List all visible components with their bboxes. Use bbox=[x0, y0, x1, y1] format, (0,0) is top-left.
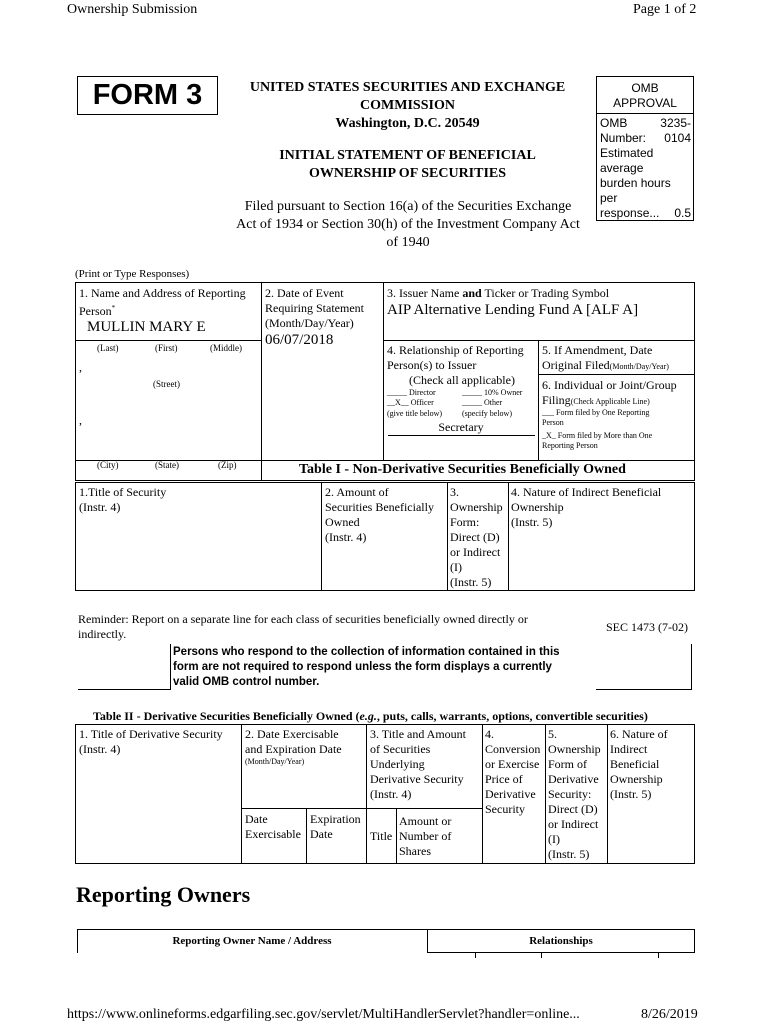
omb-number-value-2: 0104 bbox=[664, 131, 691, 145]
omb-burden-4: per bbox=[600, 191, 618, 205]
reporting-owners-heading: Reporting Owners bbox=[76, 882, 251, 907]
table2-col4-line-3: or Exercise bbox=[485, 757, 540, 771]
box1-label-1: 1. Name and Address of Reporting bbox=[79, 286, 246, 300]
reporting-person-name: MULLIN MARY E bbox=[87, 319, 206, 335]
table2-col1-line-1: 1. Title of Derivative Security bbox=[79, 727, 223, 741]
omb-number-value-1: 3235- bbox=[660, 116, 691, 130]
table1-col3-line-3: Form: bbox=[450, 515, 480, 529]
table2-col6-line-2: Indirect bbox=[610, 742, 648, 756]
table1-col1-line-1: 1.Title of Security bbox=[79, 485, 167, 499]
persons-note bbox=[173, 645, 560, 690]
box2-label-2: Requiring Statement bbox=[265, 301, 364, 315]
specify-below: (specify below) bbox=[462, 409, 512, 418]
table1-col4-line-3: (Instr. 5) bbox=[511, 515, 553, 529]
table1-col4-line-1: 4. Nature of Indirect Beneficial bbox=[511, 485, 662, 499]
box2-label bbox=[265, 286, 364, 331]
omb-number-label-2: Number: bbox=[600, 131, 647, 145]
page-header-right: Page 1 of 2 bbox=[633, 2, 697, 17]
table2-col3-line-4: Derivative Security bbox=[370, 772, 464, 786]
table1-col2-line-4: (Instr. 4) bbox=[325, 530, 367, 544]
filing-option-more bbox=[542, 431, 652, 451]
table2-date-exercisable bbox=[245, 812, 301, 842]
table2-col6 bbox=[610, 727, 668, 802]
agency-line-2: COMMISSION bbox=[360, 98, 455, 113]
omb-burden-1: Estimated bbox=[600, 146, 654, 160]
table1-col3-line-4: Direct (D) bbox=[450, 530, 500, 544]
reporting-owner-name-header: Reporting Owner Name / Address bbox=[172, 935, 332, 947]
table2-col2-sub1-line-1: Date bbox=[245, 812, 268, 826]
reminder bbox=[78, 612, 528, 642]
table1-col3-line-5: or Indirect bbox=[450, 545, 501, 559]
box4-label-3: (Check all applicable) bbox=[409, 373, 515, 387]
table2-col1-line-2: (Instr. 4) bbox=[79, 742, 121, 756]
table2-col5-line-9: (Instr. 5) bbox=[548, 847, 590, 861]
omb-approval-box bbox=[596, 76, 694, 221]
table1-col2 bbox=[325, 485, 434, 545]
issuer-name: AIP Alternative Lending Fund A [ALF A] bbox=[387, 302, 639, 318]
box5-label-2: Original Filed bbox=[542, 358, 610, 372]
box4-label bbox=[387, 343, 537, 388]
table2-col3-sub2-line-2: Number of bbox=[399, 829, 452, 843]
table1-col2-line-2: Securities Beneficially bbox=[325, 500, 434, 514]
filed-line-1: Filed pursuant to Section 16(a) of the Securities Exchange bbox=[244, 199, 572, 214]
box4-label-1: 4. Relationship of Reporting bbox=[387, 343, 524, 357]
box1-asterisk: * bbox=[111, 304, 116, 312]
table2-col5-line-1: 5. bbox=[548, 727, 557, 741]
table1-col2-line-3: Owned bbox=[325, 515, 360, 529]
sec-form-number: SEC 1473 (7-02) bbox=[606, 620, 688, 634]
box3-label bbox=[387, 286, 609, 301]
table2-col2-small: (Month/Day/Year) bbox=[245, 757, 305, 766]
table2-col5-line-4: Derivative bbox=[548, 772, 599, 786]
table2-col6-line-1: 6. Nature of bbox=[610, 727, 668, 741]
officer-title: Secretary bbox=[438, 420, 484, 434]
table2-col2-line-1: 2. Date Exercisable bbox=[245, 727, 339, 741]
box2-label-1: 2. Date of Event bbox=[265, 286, 344, 300]
box1-label-2: Person bbox=[79, 304, 112, 318]
omb-number-label-1: OMB bbox=[600, 116, 628, 130]
omb-title bbox=[597, 81, 693, 111]
table2-col3 bbox=[370, 727, 466, 802]
checkbox-10pct-owner: _____ 10% Owner bbox=[462, 388, 523, 397]
form-title bbox=[220, 147, 595, 183]
filing-option-more-a: _X_ Form filed by More than One bbox=[542, 431, 653, 440]
filed-line-3: of 1940 bbox=[386, 235, 430, 250]
table2-col4-line-5: Derivative bbox=[485, 787, 536, 801]
label-zip: (Zip) bbox=[218, 460, 237, 470]
table2-col2-sub2-line-1: Expiration bbox=[310, 812, 361, 826]
table2-title-a: Table II - Derivative Securities Beneficially Owned ( bbox=[93, 709, 360, 723]
filing-option-one bbox=[542, 408, 649, 428]
page-footer-url: https://www.onlineforms.edgarfiling.sec.gov/servlet/MultiHandlerServlet?handler=online... bbox=[67, 1007, 580, 1022]
box6-label-2: Filing bbox=[542, 393, 571, 407]
filed-line-2: Act of 1934 or Section 30(h) of the Investment Company Act bbox=[236, 217, 580, 232]
relationships-header: Relationships bbox=[529, 935, 593, 947]
label-state: (State) bbox=[155, 460, 179, 470]
table2-col3-line-5: (Instr. 4) bbox=[370, 787, 412, 801]
table2-col4-line-4: Price of bbox=[485, 772, 523, 786]
box6-label-1: 6. Individual or Joint/Group bbox=[542, 378, 677, 392]
event-date: 06/07/2018 bbox=[265, 332, 334, 348]
address-comma-1: , bbox=[79, 360, 82, 374]
table2-col3-sub2-line-1: Amount or bbox=[399, 814, 452, 828]
table2-title-eg: e.g. bbox=[359, 709, 377, 723]
table2-col2-sub2-line-2: Date bbox=[310, 827, 333, 841]
persons-note-line-2: form are not required to respond unless the form displays a currently bbox=[173, 661, 552, 673]
omb-burden-3: burden hours bbox=[600, 176, 671, 190]
box3-label-b: Ticker or Trading Symbol bbox=[481, 286, 610, 300]
table2-col5-line-5: Security: bbox=[548, 787, 592, 801]
agency-line-1: UNITED STATES SECURITIES AND EXCHANGE bbox=[249, 80, 566, 95]
table1-col4-line-2: Ownership bbox=[511, 500, 564, 514]
label-last: (Last) bbox=[97, 343, 119, 353]
table2-col2-sub1-line-2: Exercisable bbox=[245, 827, 301, 841]
table1-col1 bbox=[79, 485, 166, 515]
table1-col3-line-2: Ownership bbox=[450, 500, 503, 514]
table2-col4-line-1: 4. bbox=[485, 727, 494, 741]
table2-col2 bbox=[245, 727, 342, 767]
table2-col3-amount bbox=[399, 814, 451, 859]
table1-col1-line-2: (Instr. 4) bbox=[79, 500, 121, 514]
omb-burden-2: average bbox=[600, 161, 644, 175]
reminder-line-1: Reminder: Report on a separate line for each class of securities beneficially owned directly or bbox=[78, 612, 528, 626]
table1-col2-line-1: 2. Amount of bbox=[325, 485, 389, 499]
agency-heading bbox=[220, 79, 595, 133]
checkbox-other: _____ Other bbox=[462, 398, 503, 407]
box5-label-1: 5. If Amendment, Date bbox=[542, 343, 653, 357]
box4-label-2: Person(s) to Issuer bbox=[387, 358, 477, 372]
box5-label bbox=[542, 343, 669, 373]
persons-note-line-1: Persons who respond to the collection of information contained in this bbox=[173, 646, 560, 658]
omb-response-value: 0.5 bbox=[674, 206, 691, 220]
table1-col3 bbox=[450, 485, 503, 590]
table2-col5-line-8: (I) bbox=[548, 832, 560, 846]
table2-col5-line-2: Ownership bbox=[548, 742, 601, 756]
table2-col1 bbox=[79, 727, 223, 757]
table2-title-b: , puts, calls, warrants, options, convertible securities) bbox=[376, 709, 648, 723]
omb-title-1: OMB bbox=[631, 81, 659, 95]
reminder-line-2: indirectly. bbox=[78, 627, 127, 641]
print-note: (Print or Type Responses) bbox=[75, 268, 190, 280]
page-header-left: Ownership Submission bbox=[67, 2, 198, 17]
table1-col4 bbox=[511, 485, 661, 530]
table2-col3-line-3: Underlying bbox=[370, 757, 425, 771]
box2-label-3: (Month/Day/Year) bbox=[265, 316, 354, 330]
label-first: (First) bbox=[155, 343, 178, 353]
box6-label bbox=[542, 378, 677, 408]
filing-option-one-b: Person bbox=[542, 418, 564, 427]
table2-col5 bbox=[548, 727, 601, 862]
filing-option-one-a: ___ Form filed by One Reporting bbox=[542, 408, 650, 417]
table2-col4-line-6: Security bbox=[485, 802, 525, 816]
table2-col4 bbox=[485, 727, 540, 817]
table2-col2-line-2: and Expiration Date bbox=[245, 742, 342, 756]
table2-col6-line-4: Ownership bbox=[610, 772, 663, 786]
table1-col3-line-1: 3. bbox=[450, 485, 459, 499]
table1-col3-line-7: (Instr. 5) bbox=[450, 575, 492, 589]
table2-col3-title: Title bbox=[370, 829, 393, 843]
label-street: (Street) bbox=[153, 379, 180, 389]
table2-col3-line-1: 3. Title and Amount bbox=[370, 727, 467, 741]
agency-line-3: Washington, D.C. 20549 bbox=[335, 116, 480, 131]
table2-col5-line-3: Form of bbox=[548, 757, 587, 771]
table2-col6-line-5: (Instr. 5) bbox=[610, 787, 652, 801]
form-name: FORM 3 bbox=[77, 76, 218, 115]
table2-col6-line-3: Beneficial bbox=[610, 757, 660, 771]
table2-col4-line-2: Conversion bbox=[485, 742, 541, 756]
checkbox-officer: __X__ Officer bbox=[387, 398, 434, 407]
persons-note-line-3: valid OMB control number. bbox=[173, 676, 320, 688]
page-footer-date: 8/26/2019 bbox=[641, 1007, 698, 1022]
omb-number-label bbox=[600, 116, 646, 146]
table2-col3-line-2: of Securities bbox=[370, 742, 431, 756]
box6-label-2-small: (Check Applicable Line) bbox=[570, 397, 650, 406]
table2-title bbox=[93, 709, 648, 724]
box3-label-and: and bbox=[462, 286, 482, 300]
table2-expiration-date bbox=[310, 812, 361, 842]
table1-title: Table I - Non-Derivative Securities Beneficially Owned bbox=[299, 462, 626, 477]
table2-col5-line-7: or Indirect bbox=[548, 817, 599, 831]
filing-option-more-b: Reporting Person bbox=[542, 441, 598, 450]
address-comma-2: , bbox=[79, 413, 82, 427]
box5-label-2-small: (Month/Day/Year) bbox=[609, 362, 669, 371]
omb-number-value bbox=[660, 116, 691, 146]
give-title-below: (give title below) bbox=[387, 409, 443, 418]
box1-label bbox=[79, 286, 246, 319]
label-city: (City) bbox=[97, 460, 119, 470]
box3-label-a: 3. Issuer Name bbox=[387, 286, 463, 300]
omb-response-label: response... bbox=[600, 206, 660, 220]
omb-burden bbox=[600, 146, 671, 206]
label-middle: (Middle) bbox=[210, 343, 242, 353]
table2-col3-sub2-line-3: Shares bbox=[399, 844, 431, 858]
form-title-line-2: OWNERSHIP OF SECURITIES bbox=[308, 166, 507, 181]
table2-col5-line-6: Direct (D) bbox=[548, 802, 598, 816]
form-title-line-1: INITIAL STATEMENT OF BENEFICIAL bbox=[279, 148, 536, 163]
omb-title-2: APPROVAL bbox=[613, 96, 677, 110]
table1-col3-line-6: (I) bbox=[450, 560, 462, 574]
filed-pursuant bbox=[218, 198, 598, 252]
checkbox-director: _____ Director bbox=[387, 388, 436, 397]
